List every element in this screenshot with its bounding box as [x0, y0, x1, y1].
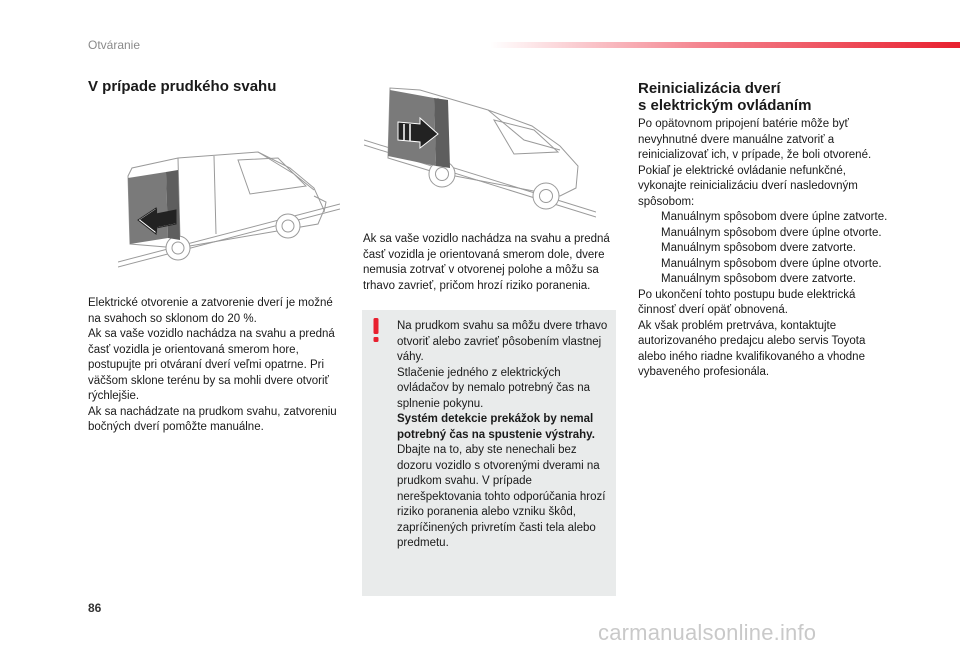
warning-text — [397, 319, 612, 552]
warning-paragraph: Stlačenie jedného z elektrických ovládačov by nemalo potrebný čas na splnenie pokynu. — [397, 366, 591, 410]
list-item — [638, 226, 888, 242]
heading-line: Reinicializácia dverí — [638, 80, 781, 97]
page-number: 86 — [88, 601, 102, 615]
warning-paragraph — [397, 412, 612, 552]
paragraph: Po ukončení tohto postupu bude elektrická činnosť dverí opäť obnovená. — [638, 288, 856, 316]
paragraph: Ak sa vaše vozidlo nachádza na svahu a predná časť vozidla je orientovaná smerom hore, postupujte pri otváraní dverí veľmi opatrne. Pri väčšom sklone terénu by sa mohli dvere otvoriť rýchlejšie. — [88, 328, 335, 402]
paragraph: Ak však problém pretrváva, kontaktujte autorizovaného predajcu alebo servis Toyota alebo iného riadne kvalifikovaného a vhodne vybaveného profesionála. — [638, 319, 866, 378]
left-body-text — [88, 296, 343, 436]
middle-body-text — [363, 232, 618, 294]
van-downhill-illustration — [364, 80, 596, 220]
list-item — [638, 241, 888, 257]
section-title: Otváranie — [88, 38, 141, 52]
warning-continuation: Dbajte na to, aby ste nenechali bez dozoru vozidlo s otvorenými dverami na prudkom svahu. V prípade nerešpektovania tohto odporúčania hrozí riziko poranenia alebo vzniku škôd, zapríčinených privretím časti tela alebo predmetu. — [397, 444, 606, 549]
warning-paragraph: Na prudkom svahu sa môžu dvere trhavo otvoriť alebo zavrieť pôsobením vlastnej váhy. — [397, 320, 608, 363]
list-item-text: Manuálnym spôsobom dvere zatvorte. — [661, 242, 856, 254]
heading-line: s elektrickým ovládaním — [638, 97, 812, 114]
warning-emphasis: Systém detekcie prekážok by nemal potrebný čas na spustenie výstrahy. — [397, 413, 595, 441]
heading-door-reinit — [638, 80, 898, 114]
header-accent-bar — [490, 42, 960, 48]
list-item-text: Manuálnym spôsobom dvere úplne zatvorte. — [661, 211, 888, 223]
warning-box — [362, 310, 616, 596]
right-body-text — [638, 117, 888, 381]
paragraph: Ak sa nachádzate na prudkom svahu, zatvoreniu bočných dverí pomôžte manuálne. — [88, 405, 337, 433]
list-item — [638, 272, 888, 288]
exclamation-icon — [372, 318, 380, 342]
list-item — [638, 210, 888, 226]
list-item-text: Manuálnym spôsobom dvere úplne otvorte. — [661, 257, 882, 270]
paragraph: Elektrické otvorenie a zatvorenie dverí je možné na svahoch so sklonom do 20 %. — [88, 297, 333, 325]
list-item-text: Manuálnym spôsobom dvere úplne otvorte. — [661, 226, 882, 239]
heading-steep-slope: V prípade prudkého svahu — [88, 78, 277, 95]
watermark: carmanualsonline.info — [598, 620, 817, 645]
paragraph: Ak sa vaše vozidlo nachádza na svahu a predná časť vozidla je orientovaná smerom dole, dvere nemusia zotrvať v otvorenej polohe a môžu sa trhavo zavrieť, pričom hrozí riziko poranenia. — [363, 233, 610, 292]
van-uphill-illustration — [118, 136, 340, 268]
paragraph: Po opätovnom pripojení batérie môže byť nevyhnutné dvere manuálne zatvoriť a reinicializovať ich, v prípade, že boli otvorené. Pokiaľ je elektrické ovládanie nefunkčné, vykonajte reinicializáciu dverí nasledovným spôsobom: — [638, 118, 872, 208]
list-item — [638, 257, 888, 273]
list-item-text: Manuálnym spôsobom dvere zatvorte. — [661, 273, 856, 285]
